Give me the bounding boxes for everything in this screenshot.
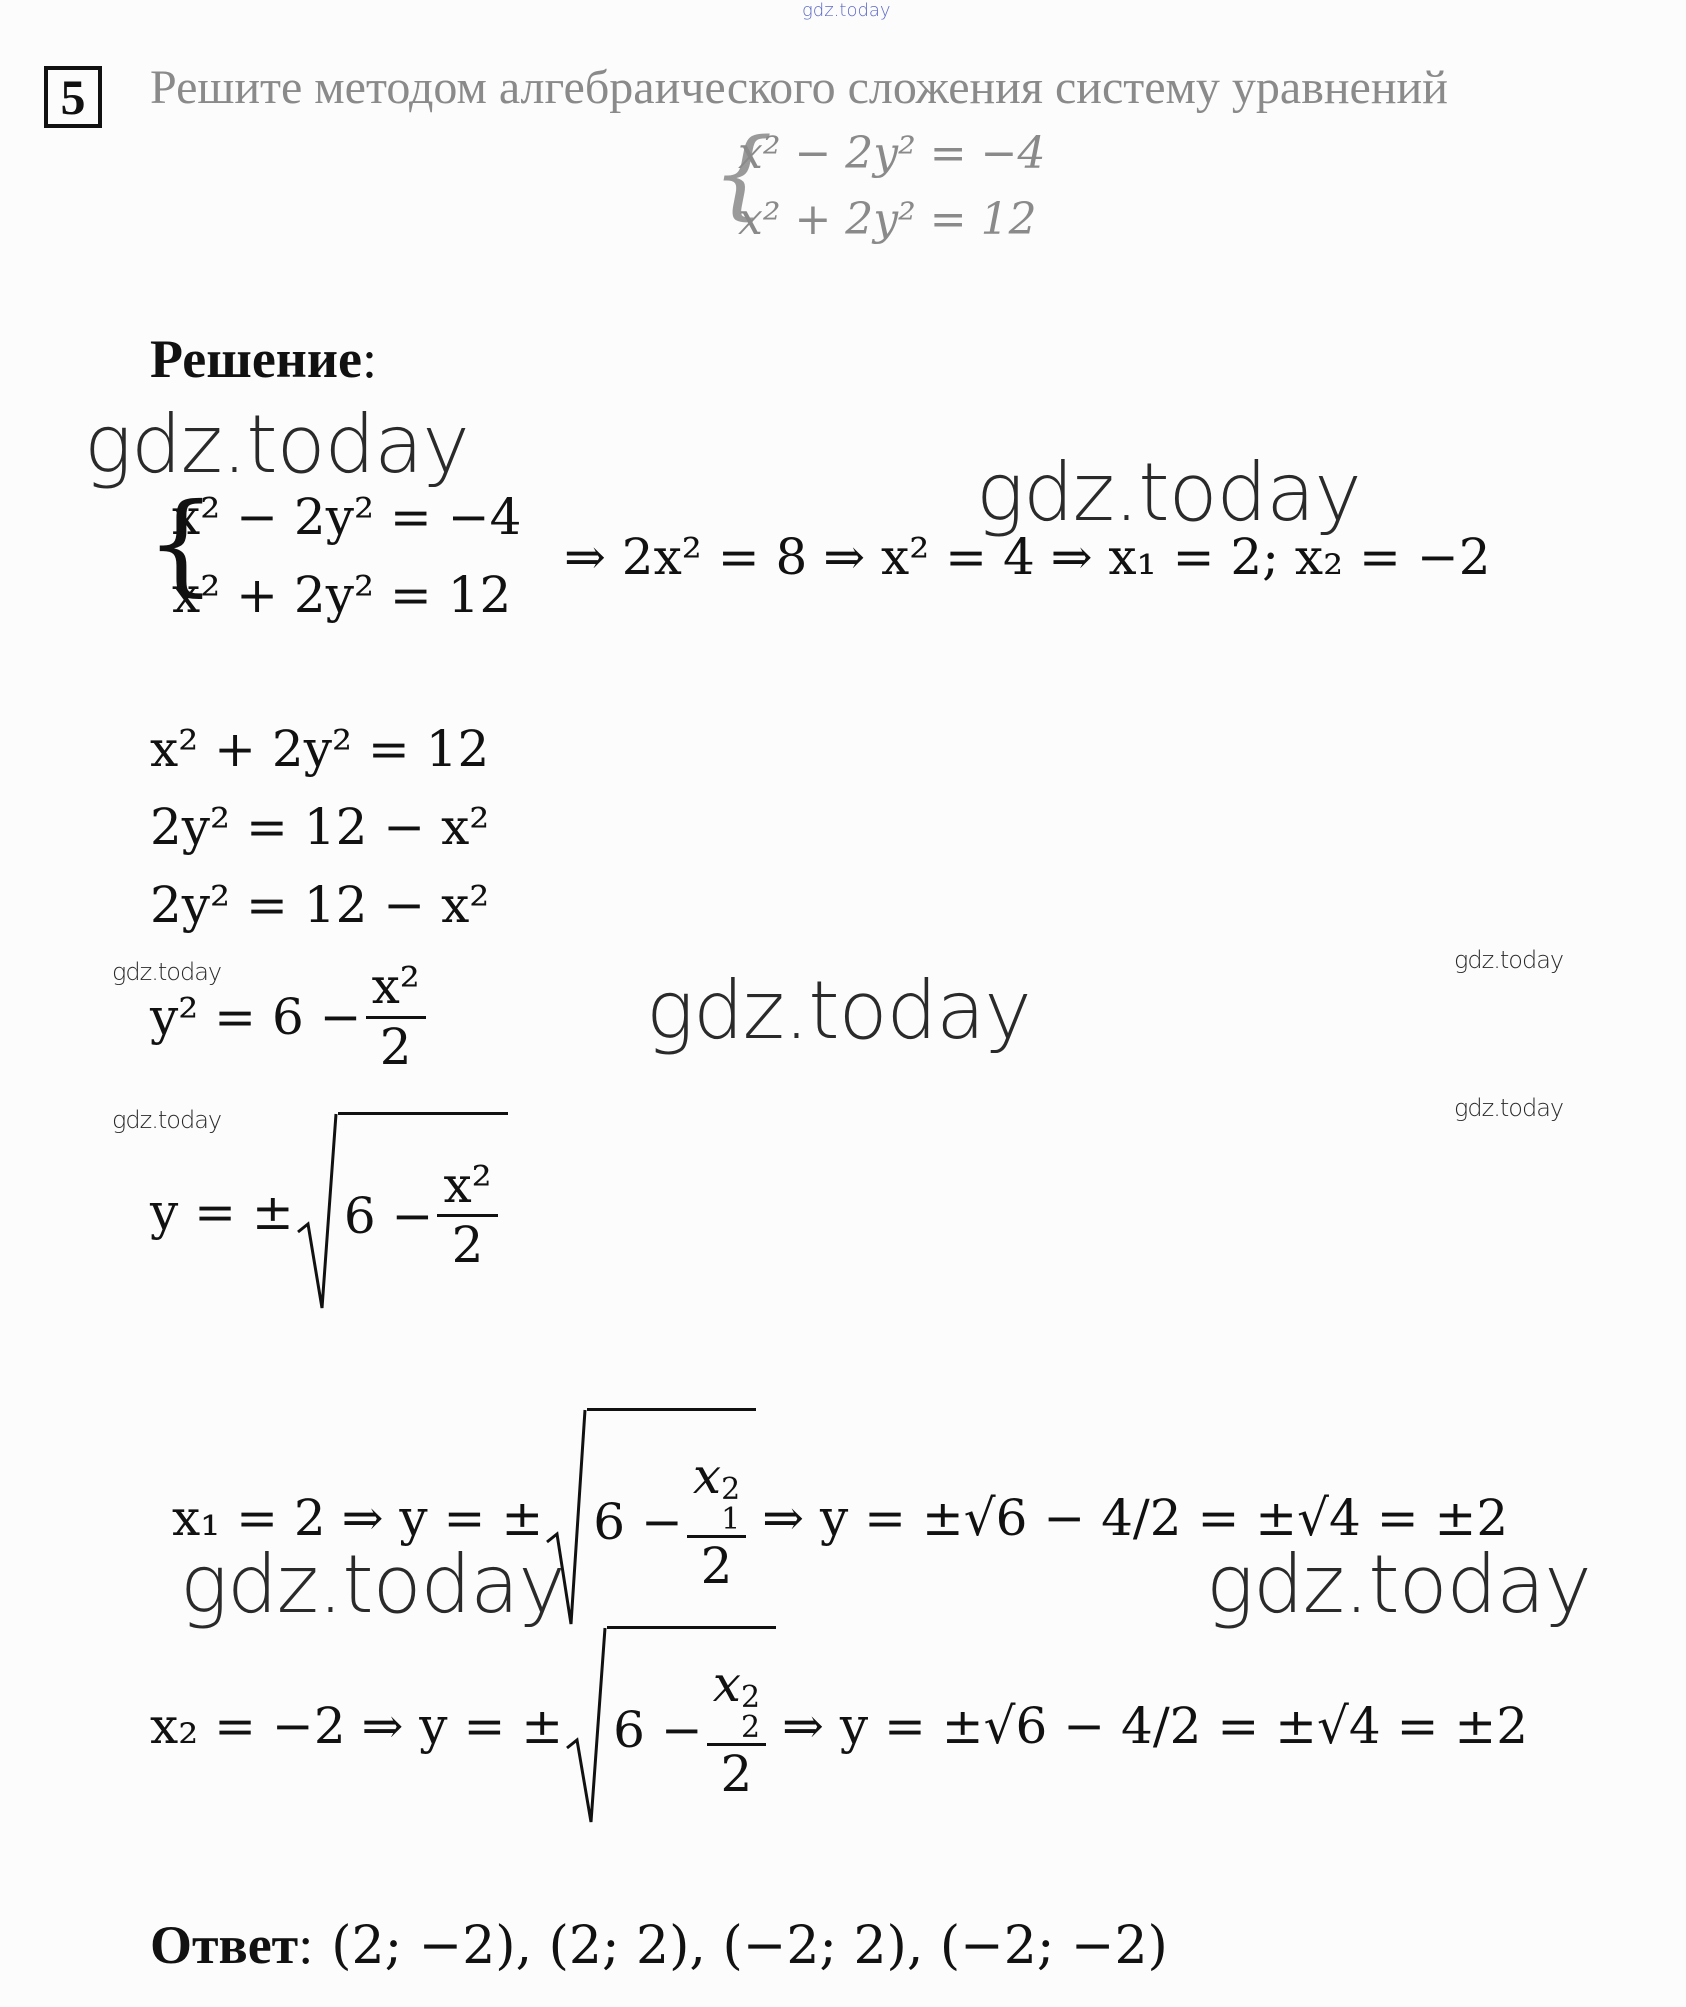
fraction-x2-over-2 [366, 958, 426, 1076]
answer-label: Ответ [150, 1915, 299, 1975]
sqrt-body [338, 1112, 508, 1312]
fraction-x2-over-2-sqrt [437, 1157, 497, 1275]
watermark-small-4: gdz.today [1454, 1094, 1564, 1122]
watermark-3: gdz.today [646, 964, 1031, 1057]
step-2: 2y² = 12 − x² [150, 798, 490, 856]
task-equation-1: x² − 2y² = −4 [738, 128, 1046, 179]
task-brace: { [712, 118, 774, 230]
watermark-top: gdz.today [802, 0, 891, 21]
answer-colon: : [298, 1915, 314, 1975]
case-x1-left: x₁ = 2 ⇒ y = ± [172, 1489, 544, 1547]
fraction-numerator: x 2 2 [707, 1656, 766, 1746]
case-x2 [150, 1626, 1528, 1826]
solution-heading: Решение: [150, 329, 378, 389]
fraction-numerator: x 2 1 [687, 1448, 746, 1538]
task-number: 5 [44, 66, 102, 128]
case-x2-sqrt [563, 1626, 776, 1826]
watermark-4: gdz.today [180, 1538, 565, 1631]
case-x2-left: x₂ = −2 ⇒ y = ± [150, 1697, 564, 1755]
step-y-squared-left: y² = 6 − [150, 988, 362, 1046]
solution-equation-2: x² + 2y² = 12 [172, 566, 512, 624]
watermark-1: gdz.today [84, 398, 469, 491]
fraction-denominator: 2 [379, 1017, 412, 1076]
task-equation-2: x² + 2y² = 12 [738, 194, 1037, 245]
case-x1-sqrt-body [587, 1408, 756, 1628]
watermark-2: gdz.today [976, 446, 1361, 539]
fraction-numerator: x² [437, 1157, 497, 1218]
watermark-small-1: gdz.today [112, 958, 222, 986]
case-x1-right: ⇒ y = ±√6 − 4/2 = ±√4 = ±2 [762, 1489, 1509, 1547]
radical-sign-icon [294, 1112, 338, 1312]
radical-sign-icon [563, 1626, 607, 1826]
answer [150, 1914, 1168, 1976]
step-1: x² + 2y² = 12 [150, 720, 490, 778]
watermark-small-2: gdz.today [1454, 946, 1564, 974]
watermark-5: gdz.today [1206, 1538, 1591, 1631]
step-y-squared [150, 958, 430, 1076]
task-statement: Решите методом алгебраического сложения систему уравнений [150, 61, 1448, 114]
solution-brace: { [146, 479, 216, 607]
case-x2-sqrt-body [607, 1626, 776, 1826]
step-y-left: y = ± [150, 1183, 294, 1241]
fraction-denominator: 2 [700, 1536, 733, 1595]
fraction-denominator: 2 [720, 1744, 753, 1803]
step-3: 2y² = 12 − x² [150, 876, 490, 934]
six-minus: 6 − [593, 1492, 683, 1551]
sqrt-expression [294, 1112, 508, 1312]
case-x2-right: ⇒ y = ±√6 − 4/2 = ±√4 = ±2 [782, 1697, 1529, 1755]
watermark-small-3: gdz.today [112, 1106, 222, 1134]
system-result: ⇒ 2x² = 8 ⇒ x² = 4 ⇒ x₁ = 2; x₂ = −2 [564, 528, 1491, 586]
case-x1-sqrt [543, 1408, 756, 1628]
answer-value: (2; −2), (2; 2), (−2; 2), (−2; −2) [331, 1916, 1168, 1976]
solution-equation-1: x² − 2y² = −4 [172, 488, 522, 546]
six-minus: 6 − [613, 1700, 703, 1759]
step-y [150, 1112, 508, 1312]
fraction-denominator: 2 [451, 1216, 484, 1274]
fraction-numerator: x² [366, 958, 426, 1019]
fraction-x2sq-over-2 [707, 1656, 766, 1804]
fraction-x1sq-over-2 [687, 1448, 746, 1596]
six-minus: 6 − [343, 1186, 434, 1245]
